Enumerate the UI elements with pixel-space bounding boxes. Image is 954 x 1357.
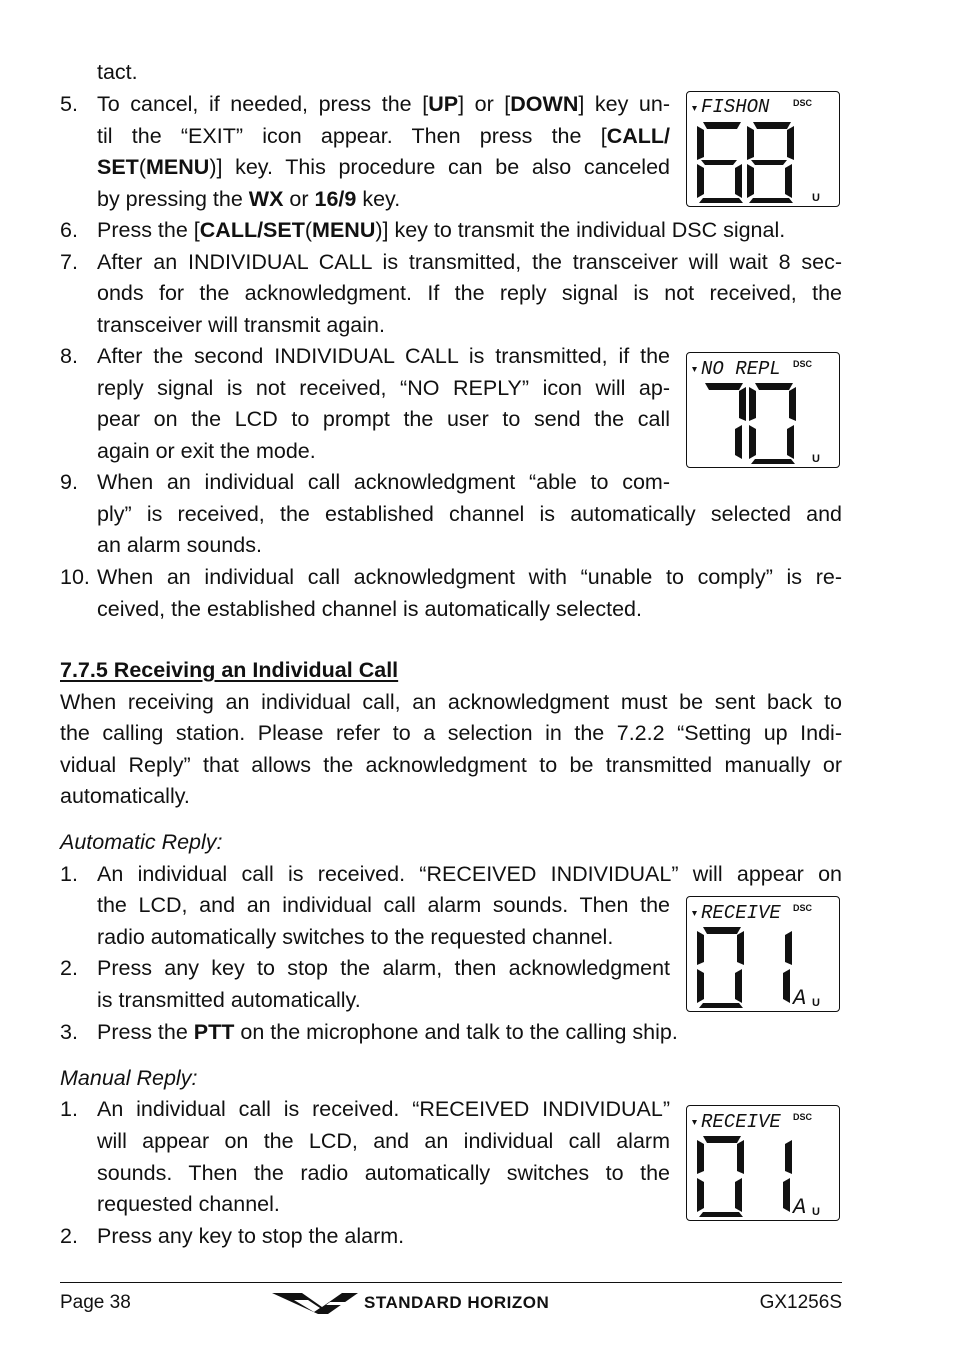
model-name: GX1256S bbox=[759, 1292, 842, 1313]
list-item-text: by pressing the WX or 16/9 key. bbox=[97, 187, 401, 211]
list-item-text: An individual call is received. “RECEIVED INDIVIDUAL” bbox=[97, 1097, 670, 1121]
lcd-display-no-reply bbox=[686, 352, 840, 468]
body-text-line: tact. bbox=[97, 60, 138, 84]
lcd-text: RECEIVE bbox=[701, 902, 781, 924]
lcd-digit-6 bbox=[697, 122, 743, 203]
lcd-display-fishon bbox=[686, 91, 840, 207]
brand-mark-icon bbox=[272, 1290, 362, 1318]
lcd-arrow-icon bbox=[692, 1120, 697, 1125]
lcd-dsc-tag: DSC bbox=[793, 903, 813, 913]
list-item-text: ply” is received, the established channel is automatically selected and bbox=[97, 502, 842, 526]
list-number: 1. bbox=[60, 1097, 78, 1121]
lcd-dsc-tag: DSC bbox=[793, 1112, 813, 1122]
list-number: 2. bbox=[60, 1224, 78, 1248]
list-number: 3. bbox=[60, 1020, 78, 1044]
paragraph-line: When receiving an individual call, an acknowledgment must be sent back to bbox=[60, 690, 842, 714]
paragraph-line: the calling station. Please refer to a selection in the 7.2.2 “Setting up Indi- bbox=[60, 721, 842, 745]
list-item-text: When an individual call acknowledgment with “unable to comply” is re- bbox=[97, 565, 842, 589]
subheading-manual-reply: Manual Reply: bbox=[60, 1066, 198, 1090]
list-item-text: Press any key to stop the alarm, then acknowledgment bbox=[97, 956, 670, 980]
lcd-display-receive-auto bbox=[686, 896, 840, 1012]
list-item-text: An individual call is received. “RECEIVED INDIVIDUAL” will appear on bbox=[97, 862, 842, 886]
lcd-corner-u: U bbox=[812, 453, 820, 465]
lcd-suffix: A bbox=[793, 1195, 807, 1220]
list-item-text: SET(MENU)] key. This procedure can be also canceled bbox=[97, 155, 670, 179]
list-number: 10. bbox=[60, 565, 90, 589]
list-number: 9. bbox=[60, 470, 78, 494]
lcd-dsc-tag: DSC bbox=[793, 359, 813, 369]
list-item-text: requested channel. bbox=[97, 1192, 280, 1216]
lcd-text: RECEIVE bbox=[701, 1111, 781, 1133]
list-item-text: sounds. Then the radio automatically switches to the bbox=[97, 1161, 670, 1185]
subheading-automatic-reply: Automatic Reply: bbox=[60, 830, 223, 854]
list-item-text: pear on the LCD to prompt the user to send the call bbox=[97, 407, 670, 431]
lcd-digit-8 bbox=[747, 122, 794, 203]
paragraph-line: automatically. bbox=[60, 784, 190, 808]
list-item-text: the LCD, and an individual call alarm sounds. Then the bbox=[97, 893, 670, 917]
list-number: 7. bbox=[60, 250, 78, 274]
list-item-text: radio automatically switches to the requested channel. bbox=[97, 925, 614, 949]
lcd-digit-1 bbox=[783, 1140, 792, 1212]
list-item-text: Press the [CALL/SET(MENU)] key to transmit the individual DSC signal. bbox=[97, 218, 786, 242]
lcd-digit-0 bbox=[697, 1136, 744, 1217]
lcd-arrow-icon bbox=[692, 911, 697, 916]
lcd-digit-0 bbox=[697, 927, 744, 1008]
list-item-text: onds for the acknowledgment. If the reply signal is not received, the bbox=[97, 281, 842, 305]
list-item-text: Press any key to stop the alarm. bbox=[97, 1224, 405, 1248]
page-number: Page 38 bbox=[60, 1292, 131, 1313]
list-item-text: To cancel, if needed, press the [UP] or [DOWN] key un- bbox=[97, 92, 671, 116]
lcd-suffix: A bbox=[793, 986, 807, 1011]
list-number: 6. bbox=[60, 218, 78, 242]
list-number: 1. bbox=[60, 862, 78, 886]
list-item-text: reply signal is not received, “NO REPLY” icon will ap- bbox=[97, 376, 670, 400]
lcd-digit-0 bbox=[749, 383, 796, 464]
lcd-text: NO REPL bbox=[701, 358, 781, 380]
list-number: 2. bbox=[60, 956, 78, 980]
list-item-text: is transmitted automatically. bbox=[97, 988, 361, 1012]
lcd-dsc-tag: DSC bbox=[793, 98, 813, 108]
lcd-text: FISHON bbox=[701, 96, 770, 118]
brand-logo bbox=[272, 1290, 632, 1318]
lcd-corner-u: U bbox=[812, 997, 820, 1009]
list-item-text: When an individual call acknowledgment “able to com- bbox=[97, 470, 670, 494]
list-item-text: transceiver will transmit again. bbox=[97, 313, 385, 337]
paragraph-line: vidual Reply” that allows the acknowledgment to be transmitted manually or bbox=[60, 753, 842, 777]
list-item-text: an alarm sounds. bbox=[97, 533, 262, 557]
lcd-arrow-icon bbox=[692, 106, 697, 111]
list-number: 8. bbox=[60, 344, 78, 368]
list-item-text: again or exit the mode. bbox=[97, 439, 316, 463]
section-heading: 7.7.5 Receiving an Individual Call bbox=[60, 658, 399, 682]
lcd-corner-u: U bbox=[812, 1206, 820, 1218]
list-item-text: til the “EXIT” icon appear. Then press the [CALL/ bbox=[97, 124, 670, 148]
lcd-arrow-icon bbox=[692, 367, 697, 372]
lcd-digit-1 bbox=[783, 931, 792, 1003]
lcd-digit-7 bbox=[705, 383, 746, 459]
footer-rule bbox=[60, 1282, 842, 1283]
list-item-text: will appear on the LCD, and an individual call alarm bbox=[97, 1129, 670, 1153]
list-number: 5. bbox=[60, 92, 78, 116]
lcd-corner-u: U bbox=[812, 192, 820, 204]
list-item-text: After an INDIVIDUAL CALL is transmitted, the transceiver will wait 8 sec- bbox=[97, 250, 842, 274]
list-item-text: ceived, the established channel is automatically selected. bbox=[97, 597, 642, 621]
list-item-text: After the second INDIVIDUAL CALL is transmitted, if the bbox=[97, 344, 670, 368]
brand-name: STANDARD HORIZON bbox=[364, 1293, 550, 1312]
list-item-text: Press the PTT on the microphone and talk to the calling ship. bbox=[97, 1020, 678, 1044]
lcd-display-receive-manual bbox=[686, 1105, 840, 1221]
